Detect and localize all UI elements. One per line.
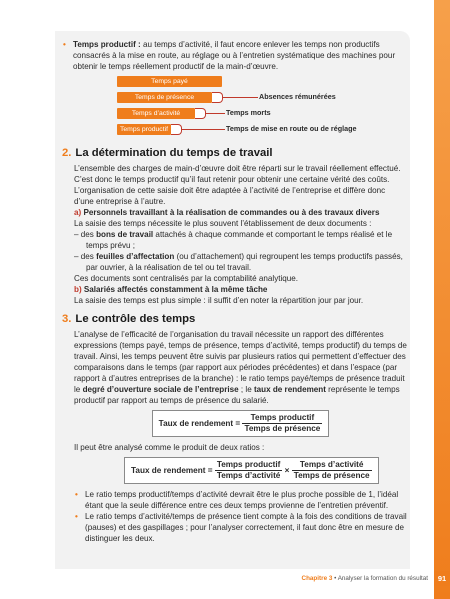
formula-1	[152, 410, 330, 437]
subsection-a-title	[74, 207, 407, 218]
line-absences	[222, 97, 258, 98]
subsection-a-end: Ces documents sont centralisés par la comptabilité analytique.	[74, 274, 299, 283]
formula-2-den2: Temps de présence	[293, 471, 370, 480]
dash1-post: attachés à chaque commande et comportant le temps réalisé et le temps prévu ;	[86, 230, 393, 250]
subsection-b-text: La saisie des temps est plus simple : il suffit d’en noter la répartition jour par jour.	[74, 296, 364, 305]
footer-title: Analyser la formation du résultat	[337, 575, 428, 582]
dash-item-feuilles	[74, 251, 407, 273]
formula-2-lhs: Taux de rendement =	[131, 465, 213, 475]
subsection-a-letter: a)	[74, 208, 82, 217]
page-edge-tab	[434, 0, 450, 599]
p1-b: degré d’ouverture sociale de l’entreprise	[82, 385, 239, 394]
line-mise-en-route	[181, 129, 225, 130]
p1-d: taux de rendement	[253, 385, 326, 394]
subsection-a-title-text: Personnels travaillant à la réalisation de commandes ou à des travaux divers	[81, 208, 380, 217]
page-number: 91	[434, 571, 450, 586]
subsection-a-text: La saisie des temps nécessite le plus souvent l’établissement de deux documents :	[74, 219, 372, 228]
label-mise-en-route: Temps de mise en route ou de réglage	[226, 124, 357, 133]
formula-2-wrap	[124, 457, 407, 484]
section-3-heading	[62, 313, 407, 326]
formula-2	[124, 457, 379, 484]
bullet-dot-icon: •	[75, 512, 78, 521]
section-2-intro: L’ensemble des charges de main-d’œuvre doit être réparti sur le travail réellement effectué. C’est donc le temps productif qu’il faut retenir pour obtenir une certaine vérité des coûts. L’organisation de cette saisie doit être adaptée à l’activité de l’entreprise et diffère donc d’une entreprise à l’autre.	[74, 164, 401, 206]
section-3-number: 3.	[62, 313, 72, 325]
intro-bullet	[62, 39, 407, 72]
subsection-b-letter: b)	[74, 285, 82, 294]
section-3-body	[62, 329, 407, 544]
bullet-dot-icon: •	[75, 490, 78, 499]
subsection-b-title	[74, 284, 407, 295]
formula-1-den: Temps de présence	[244, 424, 321, 433]
formula-1-wrap	[74, 410, 407, 437]
label-temps-morts: Temps morts	[226, 108, 271, 117]
intro-text: au temps d’activité, il faut encore enlever les temps non productifs consacrés à la mise en route, au réglage ou à l’entretien systématique des machines pour obtenir le temps réellement productif de la main-d’œuvre.	[73, 40, 396, 71]
section-3-paragraph	[74, 329, 407, 406]
bar-temps-activite: Temps d’activité	[117, 108, 195, 119]
formula-2-fraction-1	[215, 460, 283, 481]
section-2-heading	[62, 147, 407, 160]
p1-a: L’analyse de l’efficacité de l’organisation du travail nécessite un rapport des différentes expressions (temps payé, temps de présence, temps d’activité, temps productif) du temps de travail. Ainsi, les temps peuvent être suivis par plusieurs ratios qui permettent d’effectuer des comparaisons dans le temps (par rapport aux périodes précédentes) et dans l’espace (par rapport à d’autres entreprises de la branche) : le ratio temps payé/temps de présence traduit le	[74, 330, 407, 394]
dash2-bold: feuilles d’affectation	[96, 252, 175, 261]
section-2-body	[62, 163, 407, 306]
line-temps-morts	[205, 113, 225, 114]
formula-2-num1: Temps productif	[215, 460, 283, 471]
time-diagram	[62, 76, 407, 140]
section-2-title: La détermination du temps de travail	[75, 147, 273, 159]
section-3-bullet-2	[74, 511, 407, 544]
section-3-p2: Il peut être analysé comme le produit de deux ratios :	[74, 443, 265, 452]
bullet-1-text: Le ratio temps productif/temps d’activité devrait être le plus proche possible de 1, l’idéal étant que la seule différence entre ces deux temps provienne de l’entretien préventif.	[85, 490, 399, 510]
dash2-post: (ou d’attachement) qui regroupent les temps productifs passés, par ouvrier, à la réalisation de tel ou tel travail.	[86, 252, 403, 272]
dash2-pre: – des	[74, 252, 97, 261]
section-3-title: Le contrôle des temps	[75, 313, 196, 325]
footer-separator: •	[332, 575, 338, 582]
dash1-bold: bons de travail	[96, 230, 154, 239]
section-2-number: 2.	[62, 147, 72, 159]
p1-c: ; le	[238, 385, 254, 394]
subsection-b-title-text: Salariés affectés constamment à la même tâche	[81, 285, 268, 294]
formula-2-den1: Temps d’activité	[216, 471, 281, 480]
formula-2-num2: Temps d’activité	[292, 460, 372, 471]
formula-1-lhs: Taux de rendement =	[158, 418, 241, 428]
formula-1-num: Temps productif	[242, 413, 322, 424]
dash1-pre: – des	[74, 230, 97, 239]
intro-term: Temps productif :	[73, 40, 141, 49]
bar-temps-presence: Temps de présence	[117, 92, 212, 103]
times-icon: ×	[284, 465, 290, 475]
footer-chapter: Chapitre 3	[301, 575, 333, 582]
page-footer	[302, 575, 428, 582]
label-absences: Absences rémunérées	[259, 92, 336, 101]
bar-temps-productif: Temps productif	[117, 124, 171, 135]
page-content	[62, 39, 407, 544]
bullet-2-text: Le ratio temps d’activité/temps de présence tient compte à la fois des conditions de travail (pauses) et des gaspillages ; pour l’analyser correctement, il faut donc être en mesure de distinguer les deux.	[85, 512, 407, 543]
p1-e: représente le temps productif par rapport au temps de présence du salarié.	[74, 385, 400, 405]
section-3-bullet-1	[74, 489, 407, 511]
bullet-dot-icon: •	[63, 40, 66, 49]
formula-1-fraction	[242, 413, 322, 434]
bar-temps-paye: Temps payé	[117, 76, 222, 87]
formula-2-fraction-2	[292, 460, 372, 481]
dash-item-bons	[74, 229, 407, 251]
